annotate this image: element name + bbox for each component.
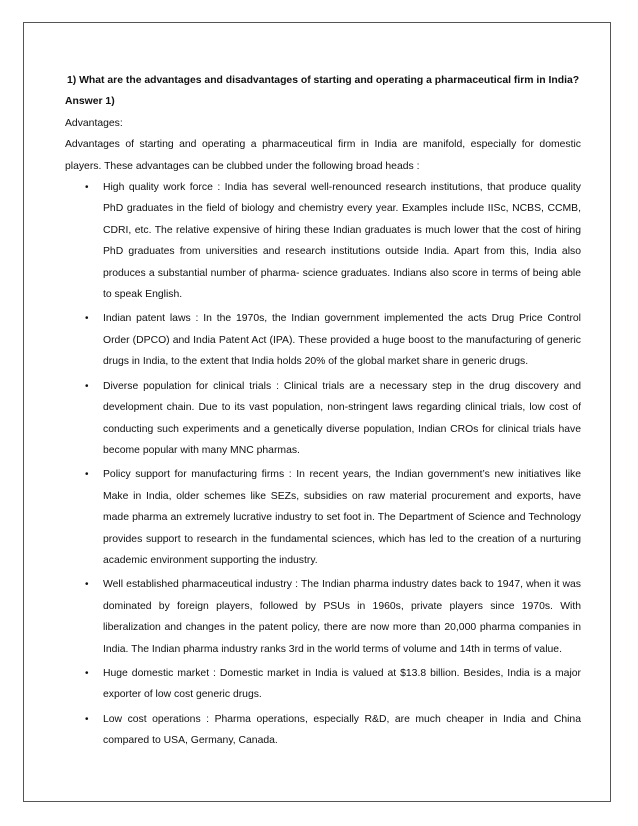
list-item bbox=[65, 308, 581, 372]
list-item bbox=[65, 574, 581, 660]
list-item-text: Low cost operations : Pharma operations, especially R&D, are much cheaper in India and China compared to USA, Germany, Canada. bbox=[103, 713, 581, 747]
list-item bbox=[65, 663, 581, 706]
list-item bbox=[65, 709, 581, 752]
list-item bbox=[65, 464, 581, 571]
list-item bbox=[65, 376, 581, 462]
bullet-icon: • bbox=[85, 579, 89, 591]
advantages-list bbox=[65, 177, 581, 752]
bullet-icon: • bbox=[85, 469, 89, 481]
bullet-icon: • bbox=[85, 380, 89, 392]
list-item-text: High quality work force : India has several well-renounced research institutions, that produce quality PhD graduates in the field of biology and chemistry every year. Examples include IISc, NCBS, CCMB, CDRI, etc. The relative expensive of hiring these Indian graduates is much lower that the cost of hiring PhD graduates from universities and research institutions outside India. Apart from this, India also produces a substantial number of pharma- science graduates. Indians also score in terms of being able to speak English. bbox=[103, 182, 581, 301]
answer-label: Answer 1) bbox=[65, 96, 115, 108]
list-item-text: Well established pharmaceutical industry : The Indian pharma industry dates back to 1947, when it was dominated by foreign players, followed by PSUs in 1960s, private players since 1970s. With liberalization and changes in the patent policy, there are now more than 20,000 pharma companies in India. The Indian pharma industry ranks 3rd in the world terms of volume and 14th in terms of value. bbox=[103, 579, 581, 655]
document-body bbox=[65, 70, 581, 755]
question-heading: 1) What are the advantages and disadvantages of starting and operating a pharmaceutical firm in India? bbox=[67, 75, 580, 86]
list-item-text: Policy support for manufacturing firms : In recent years, the Indian government’s new initiatives like Make in India, older schemes like SEZs, subsidies on raw material procurement and exports, have made pharma an extremely lucrative industry to set foot in. The Department of Science and Technology provides support to research in the fundamental sciences, which has led to the creation of a nurturing academic environment supporting the industry. bbox=[103, 469, 581, 566]
list-item-text: Diverse population for clinical trials : Clinical trials are a necessary step in the drug discovery and development chain. Due to its vast population, non-stringent laws regarding clinical trials, low cost of conducting such experiments and a genetically diverse population, Indian CROs for clinical trials have become popular with many MNC pharmas. bbox=[103, 380, 581, 456]
list-item-text: Indian patent laws : In the 1970s, the Indian government implemented the acts Drug Price Control Order (DPCO) and India Patent Act (IPA). These provided a huge boost to the manufacturing of generic drugs in India, to the extent that India holds 20% of the global market share in generic drugs. bbox=[103, 313, 581, 368]
advantages-heading: Advantages: bbox=[65, 117, 123, 129]
bullet-icon: • bbox=[85, 667, 89, 679]
intro-paragraph: Advantages of starting and operating a pharmaceutical firm in India are manifold, especially for domestic players. These advantages can be clubbed under the following broad heads : bbox=[65, 139, 581, 172]
bullet-icon: • bbox=[85, 182, 89, 194]
bullet-icon: • bbox=[85, 713, 89, 725]
list-item bbox=[65, 177, 581, 305]
bullet-icon: • bbox=[85, 313, 89, 325]
list-item-text: Huge domestic market : Domestic market in India is valued at $13.8 billion. Besides, India is a major exporter of low cost generic drugs. bbox=[103, 667, 581, 701]
